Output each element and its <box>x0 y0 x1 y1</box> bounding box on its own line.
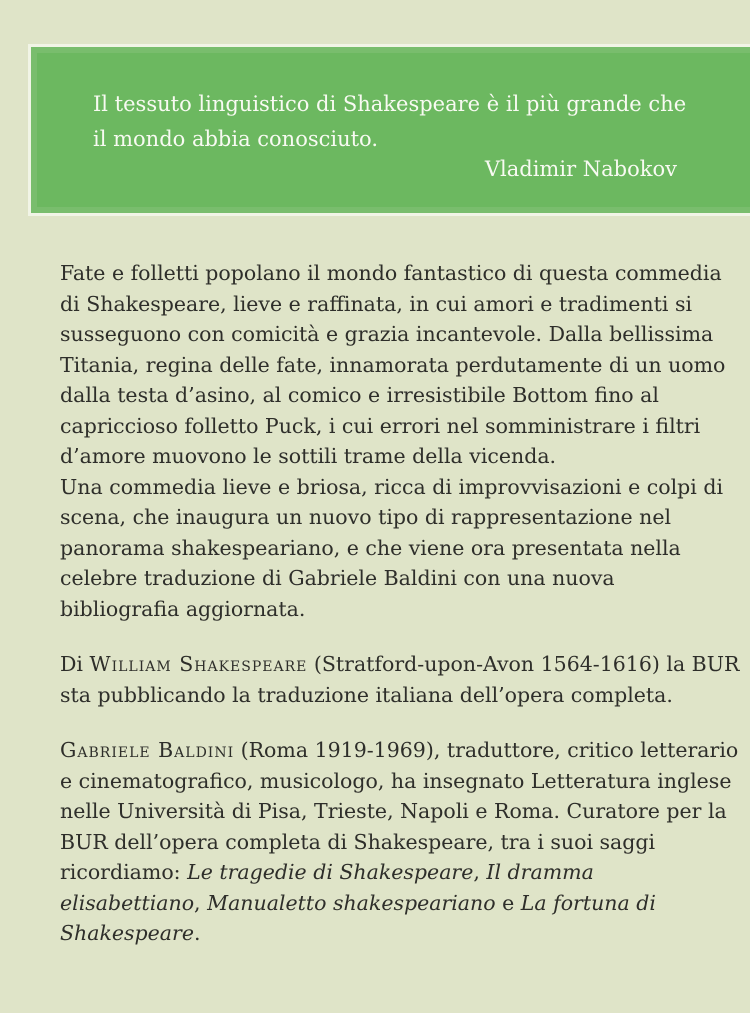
author-bio-prefix: Di <box>60 652 90 676</box>
author-bio-text: (Stratford-upon-Avon 1564-1616) la BUR sta pubblicando la traduzione italiana dell’opera completa. <box>60 652 740 707</box>
translator-name: Gabriele Baldini <box>60 738 235 762</box>
synopsis-paragraph-1: Fate e folletti popolano il mondo fantastico di questa commedia di Shakespeare, lieve e raffinata, in cui amori e tradimenti si susseguono con comicità e grazia incantevole. Dalla bellissima Titania, regina delle fate, innamorata perdutamente di un uomo dalla testa d’asino, al comico e irresistibile Bottom fino al capriccioso folletto Puck, i cui errori nel somministrare i filtri d’amore muovono le sottili trame della vicenda. <box>60 261 726 468</box>
quote-frame <box>28 44 750 216</box>
back-cover-text <box>60 258 740 949</box>
separator-1: , <box>473 860 487 884</box>
synopsis-paragraph-2: Una commedia lieve e briosa, ricca di improvvisazioni e colpi di scena, che inaugura un nuovo tipo di rappresentazione nel panorama shakespeariano, e che viene ora presentata nella celebre traduzione di Gabriele Baldini con una nuova bibliografia aggiornata. <box>60 474 724 621</box>
work-title-4: La fortuna di Shakespeare <box>60 890 656 945</box>
work-title-3: Manualetto shakespeariano <box>207 890 496 915</box>
final-period: . <box>193 921 201 945</box>
separator-2: , <box>194 890 208 915</box>
quote-author: Vladimir Nabokov <box>484 157 677 181</box>
separator-3: e <box>495 890 521 915</box>
quote-box <box>37 53 750 207</box>
work-title-2: Il dramma elisabettiano <box>60 860 594 915</box>
translator-bio-text: (Roma 1919-1969), traduttore, critico letterario e cinematografico, musicologo, ha insegnato Letteratura inglese nelle Università di Pisa, Trieste, Napoli e Roma. Curatore per la BUR dell’opera completa di Shakespeare, tra i suoi saggi ricordiamo: <box>60 738 739 884</box>
work-title-1: Le tragedie di Shakespeare <box>187 860 474 884</box>
author-bio <box>60 649 740 710</box>
author-name: William Shakespeare <box>89 652 308 676</box>
quote-text: Il tessuto linguistico di Shakespeare è il più grande che il mondo abbia conosciuto. <box>93 92 687 151</box>
translator-bio <box>60 735 740 949</box>
